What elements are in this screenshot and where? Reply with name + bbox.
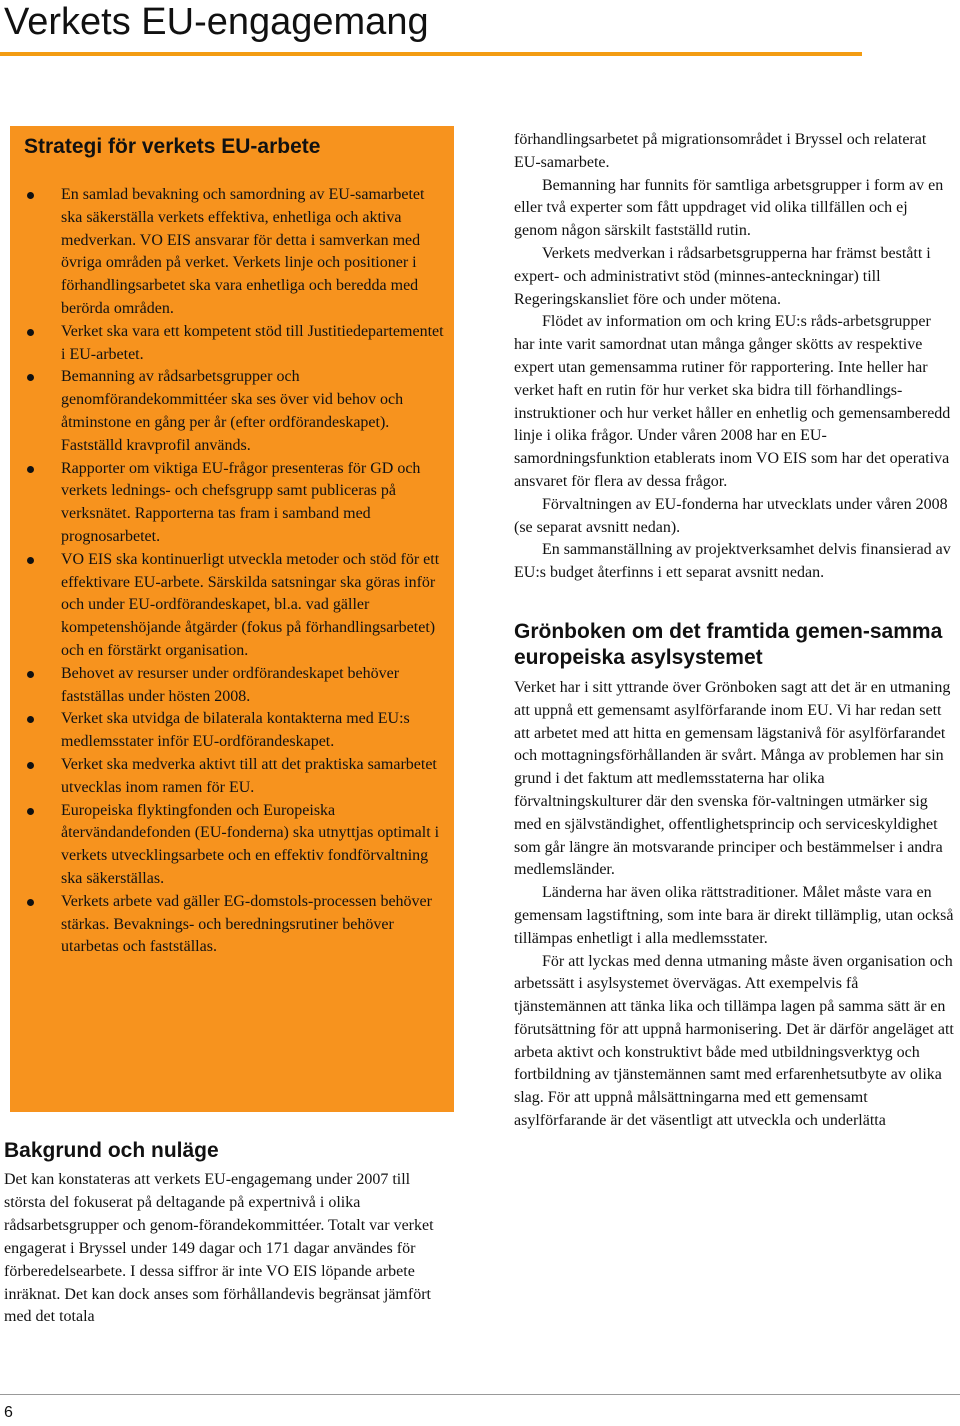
- bullet-icon: [27, 762, 34, 769]
- background-heading: Bakgrund och nuläge: [4, 1139, 219, 1162]
- strategy-bullet: Behovet av resurser under ordförandeskapet behöver fastställas under hösten 2008.: [24, 663, 444, 709]
- bullet-icon: [27, 808, 34, 815]
- page-title: Verkets EU-engagemang: [4, 1, 429, 43]
- strategy-bullet: Verket ska vara ett kompetent stöd till Justitiedepartementet i EU-arbetet.: [24, 321, 444, 367]
- paragraph: Bemanning har funnits för samtliga arbetsgrupper i form av en eller två experter som fått uppdraget vid olika tillfällen och ej genom någon särskilt fastställd rutin.: [514, 176, 944, 240]
- paragraph: Verkets medverkan i rådsarbetsgrupperna har främst bestått i expert- och administrativt stöd (minnes-anteckningar) till Regeringskansliet före och under mötena.: [514, 244, 931, 308]
- paragraph: Verket har i sitt yttrande över Grönboken sagt att det är en utmaning att uppnå ett gemensamt asylförfarande inom EU. Vi har redan sett att arbetet med att hitta en gemensam lägstanivå för asylförfarandet och mottagningsförhållanden är svårt. Många av problemen har sin grund i det faktum att medlemsstaterna har olika förvaltningskulturer där den svenska för-valtningen utmärker sig med en självständighet, offentlighetsprincip och serviceskyldighet som går längre än motsvarande principer och bestämmelser i andra medlemsländer.: [514, 678, 951, 879]
- bullet-icon: [27, 466, 34, 473]
- strategy-bullet: Bemanning av rådsarbetsgrupper och genomförandekommittéer ska ses över vid behov och åtminstone en gång per år (efter ordförandeskapet). Fastställd kravprofil används.: [24, 366, 444, 457]
- paragraph: Flödet av information om och kring EU:s råds-arbetsgrupper har inte varit samordnat utan många gånger skötts av respektive expert utan gemensamma rutiner för rapportering. Inte heller har verket haft en rutin för hur verket ska bidra till förhandlings-instruktioner och hur verket håller en enhetlig och gemensamberedd linje i olika frågor. Under våren 2008 har en EU-samordningsfunktion etablerats inom VO EIS som har det operativa ansvaret för flera av dessa frågor.: [514, 313, 951, 490]
- background-text: Det kan konstateras att verkets EU-engagemang under 2007 till största del fokuserat på deltagande på expertnivå i olika rådsarbetsgrupper och genom-förandekommittéer. Totalt var verket engagerat i Bryssel under 149 dagar och 171 dagar användes för förberedelsearbete. I dessa siffror är inte VO EIS löpande arbete inräknat. Det kan dock anses som förhållandevis begränsat jämfört med det totala: [4, 1171, 434, 1326]
- bullet-icon: [27, 899, 34, 906]
- bullet-icon: [27, 716, 34, 723]
- strategy-bullet: En samlad bevakning och samordning av EU-samarbetet ska säkerställa verkets effektiva, enhetliga och aktiva medverkan. VO EIS ansvarar för detta i samverkan med övriga områden på verket. Verkets linje och positioner i förhandlingsarbetet ska vara enhetliga och beredda med berörda områden.: [24, 184, 444, 321]
- paragraph: För att lyckas med denna utmaning måste även organisation och arbetssätt i asylsystemet övervägas. Att exempelvis få tjänstemännen att tänka lika och tillämpa lagen på samma sätt är en förutsättning för att uppnå harmonisering. Det är därför angeläget att arbeta aktivt och konstruktivt både med utbildningsverktyg och fortbildning av tjänstemännen samt med erfarenhetsutbyte av olika slag. För att uppnå målsättningarna med ett gemensamt asylförfarande är det väsentligt att utveckla och underlätta: [514, 952, 954, 1130]
- strategy-bullet: Verket ska utvidga de bilaterala kontakterna med EU:s medlemsstater inför EU-ordförandeskapet.: [24, 708, 444, 754]
- strategy-bullet: Verket ska medverka aktivt till att det praktiska samarbetet utvecklas inom ramen för EU.: [24, 754, 444, 800]
- right-column: [514, 129, 954, 1133]
- strategy-bullet: VO EIS ska kontinuerligt utveckla metoder och stöd för ett effektivare EU-arbete. Särskilda satsningar ska göras inför och under EU-ordförandeskapet, bl.a. vad gäller kompetenshöjande åtgärder (fokus på förhandlingsarbetet) och en förstärkt organisation.: [24, 549, 444, 663]
- strategy-bullet: Rapporter om viktiga EU-frågor presenteras för GD och verkets lednings- och chefsgrupp samt publiceras på verksnätet. Rapporterna tas fram i samband med prognosarbetet.: [24, 458, 444, 549]
- bullet-icon: [27, 192, 34, 199]
- paragraph: En sammanställning av projektverksamhet delvis finansierad av EU:s budget återfinns i ett separat avsnitt nedan.: [514, 541, 951, 582]
- bullet-icon: [27, 557, 34, 564]
- paragraph: förhandlingsarbetet på migrationsområdet i Bryssel och relaterat EU-samarbete.: [514, 131, 927, 171]
- bullet-icon: [27, 374, 34, 381]
- bullet-icon: [27, 329, 34, 336]
- strategy-bullet: Europeiska flyktingfonden och Europeiska återvändandefonden (EU-fonderna) ska utnyttjas optimalt i verkets utvecklingsarbete och en effektiv fondförvaltning ska säkerställas.: [24, 800, 444, 891]
- title-rule: [0, 52, 862, 56]
- strategy-heading: Strategi för verkets EU-arbete: [24, 135, 321, 158]
- strategy-bullet-list: [24, 184, 444, 959]
- page-number: 6: [4, 1404, 13, 1421]
- bullet-icon: [27, 671, 34, 678]
- paragraph: Länderna har även olika rättstraditioner. Målet måste vara en gemensam lagstiftning, som inte bara är direkt tillämplig, utan också tillämpas enhetligt i alla medlemsstater.: [514, 884, 954, 947]
- paragraph: Förvaltningen av EU-fonderna har utvecklats under våren 2008 (se separat avsnitt nedan).: [514, 495, 948, 536]
- footer-rule: [0, 1394, 960, 1395]
- green-paper-heading: Grönboken om det framtida gemen-samma europeiska asylsystemet: [514, 619, 943, 669]
- strategy-bullet: Verkets arbete vad gäller EG-domstols-processen behöver stärkas. Bevaknings- och beredningsrutiner behöver utarbetas och fastställas.: [24, 891, 444, 959]
